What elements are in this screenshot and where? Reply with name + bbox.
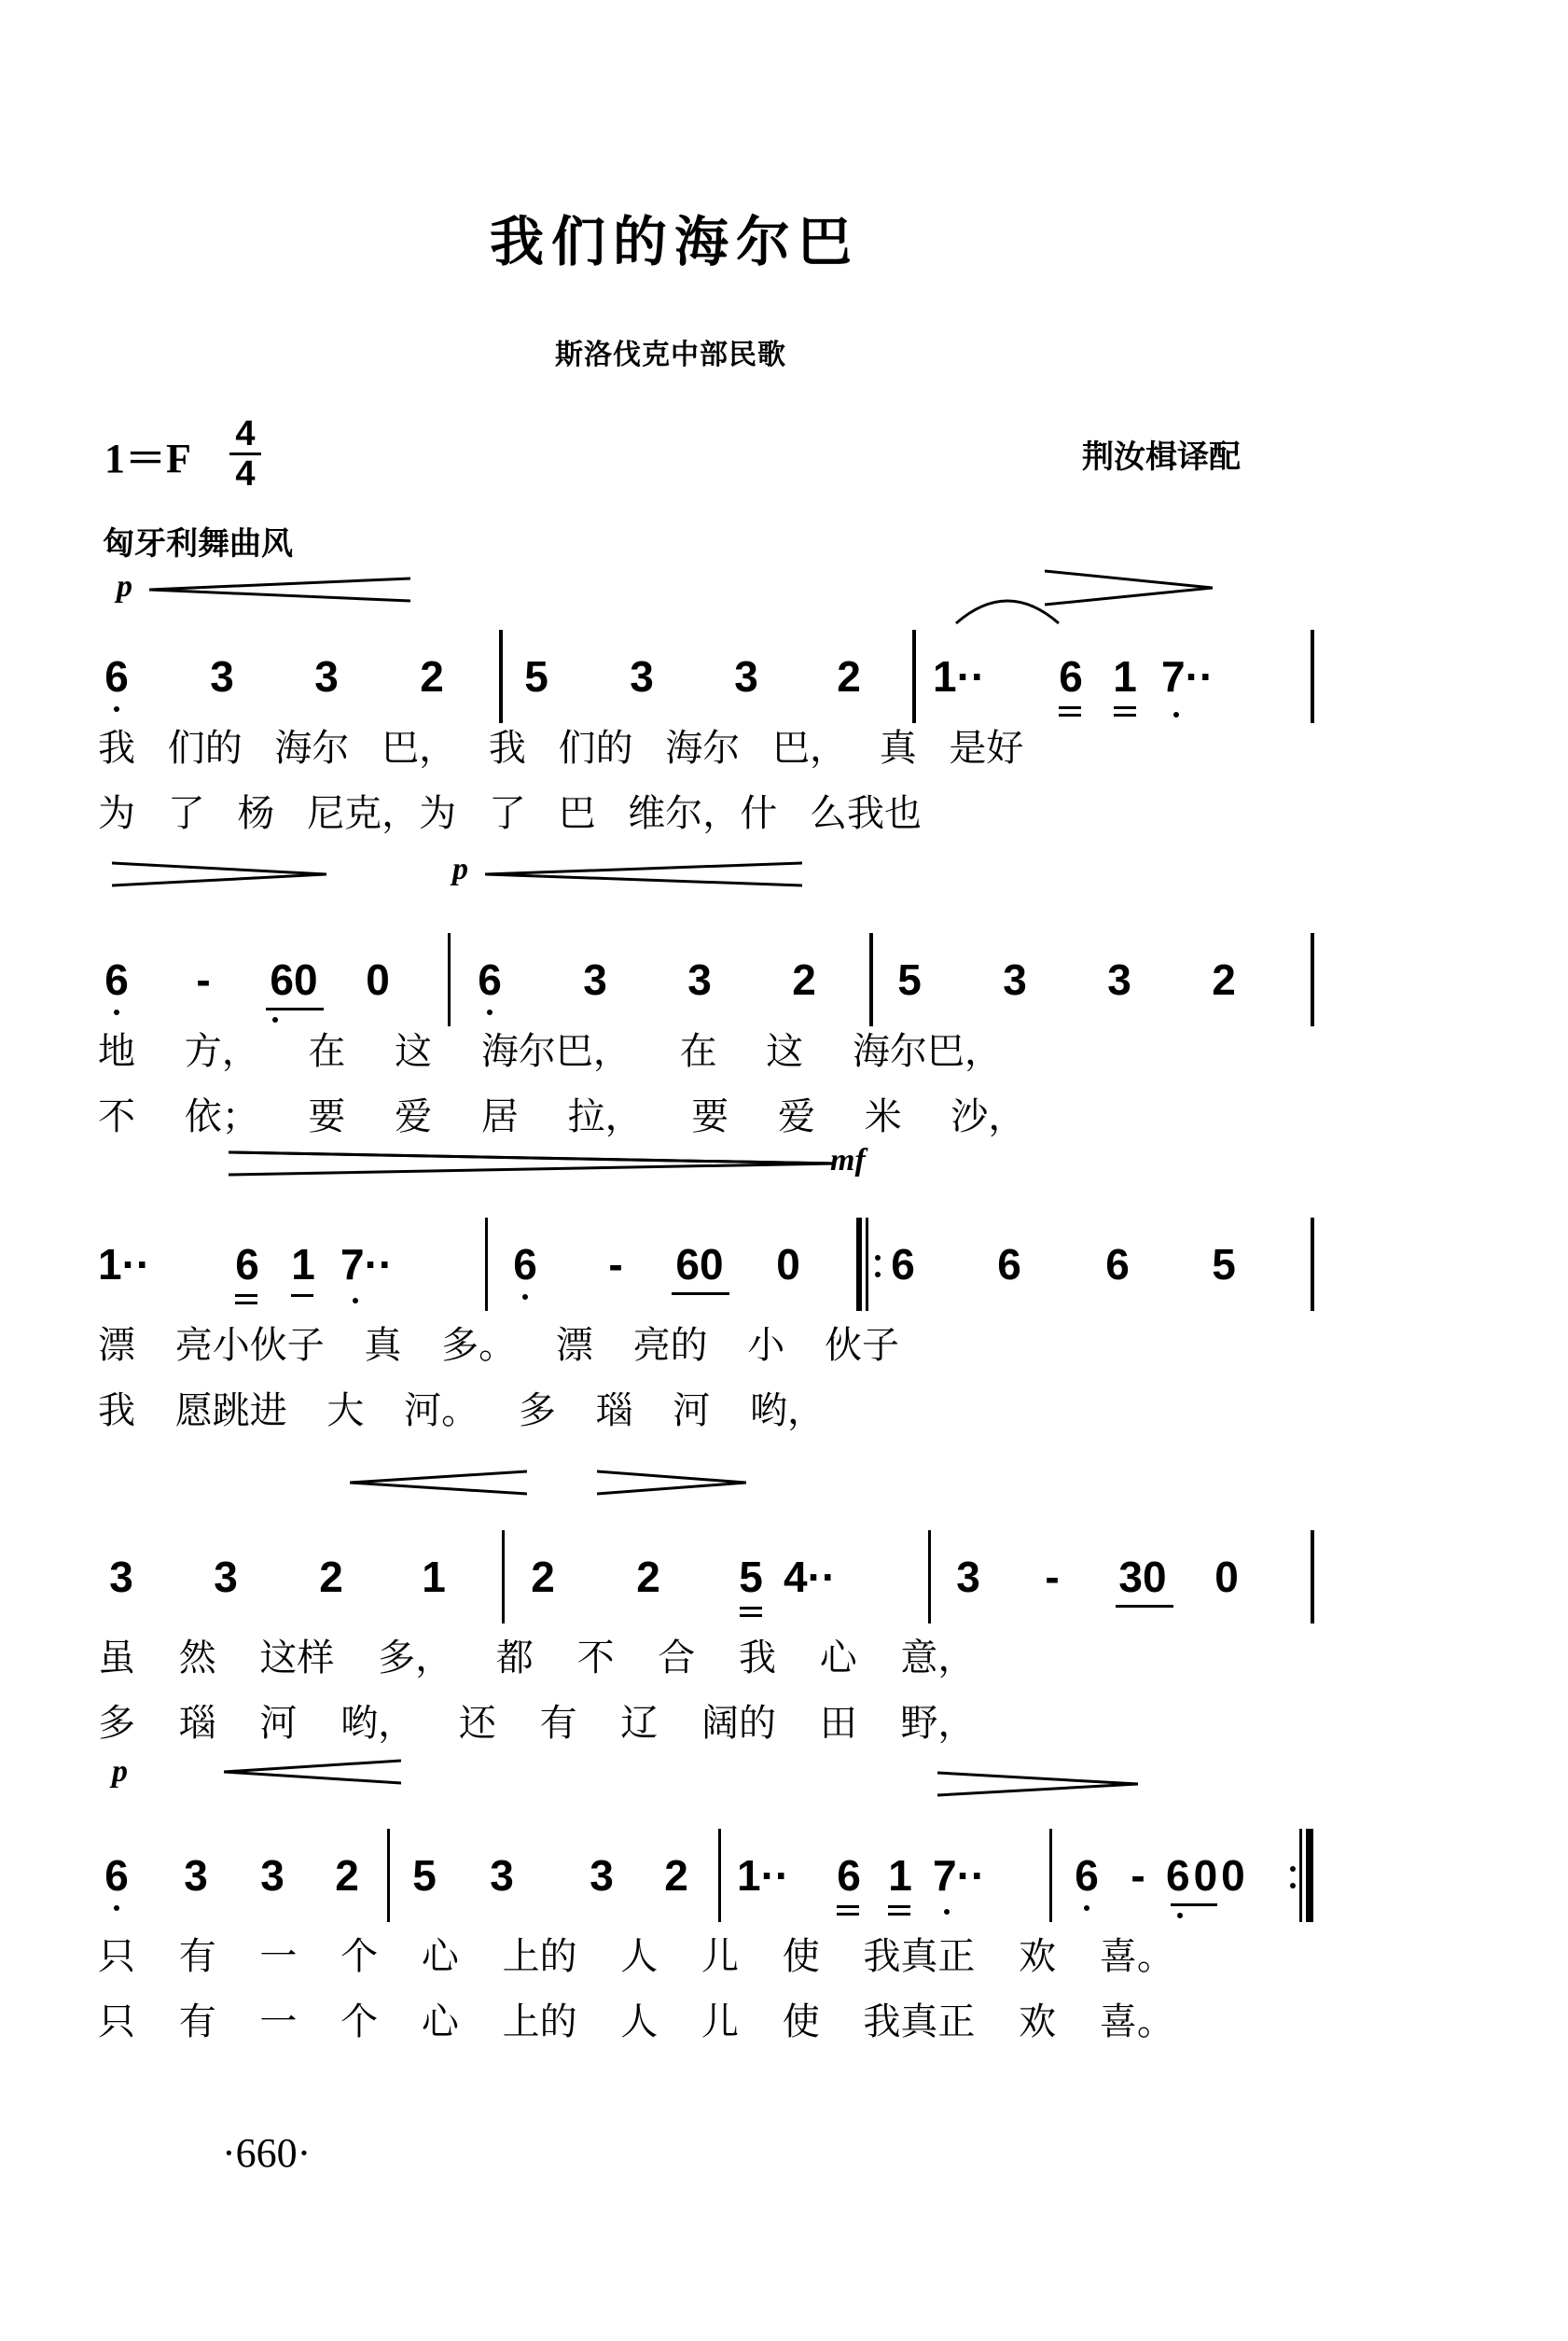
note: 3: [210, 652, 234, 701]
barline: [928, 1530, 931, 1623]
underline: [888, 1913, 910, 1916]
low-octave-dot: [353, 1298, 358, 1303]
note: 3: [260, 1851, 284, 1900]
note: 5: [739, 1553, 763, 1601]
note: 6: [235, 1240, 259, 1289]
dynamic-marking: p: [117, 569, 132, 604]
underline: [1116, 1605, 1173, 1608]
lyric-verse-2: 多 瑙 河 哟， 还 有 辽 阔的 田 野，: [98, 1702, 976, 1745]
low-octave-dot: [1084, 1905, 1089, 1911]
note: 2: [792, 955, 816, 1004]
note: 2: [420, 652, 444, 701]
underline: [672, 1292, 729, 1295]
note: 600: [1166, 1851, 1249, 1900]
repeat-dot: [875, 1272, 881, 1277]
note: 2: [335, 1851, 359, 1900]
note: 30: [1118, 1553, 1167, 1601]
repeat-end-barline: [1299, 1829, 1302, 1922]
note: 3: [687, 955, 712, 1004]
note: 6: [104, 955, 129, 1004]
underline: [1114, 714, 1136, 717]
note: 1: [291, 1240, 315, 1289]
note: 6: [1059, 652, 1083, 701]
repeat-dot: [875, 1255, 881, 1261]
note: 2: [531, 1553, 555, 1601]
lyric-verse-2: 为 了 杨 尼克，为 了 巴 维尔，什 么我也: [98, 792, 923, 835]
note: -: [608, 1240, 623, 1289]
lyric-verse-2: 不 依； 要 爱 居 拉， 要 爱 米 沙，: [98, 1095, 1026, 1138]
note: 5: [897, 955, 922, 1004]
barline: [1311, 1530, 1314, 1623]
note: 6: [891, 1240, 915, 1289]
note: 3: [734, 652, 758, 701]
note: 1··: [98, 1240, 151, 1289]
note: 1: [422, 1553, 446, 1601]
barline: [718, 1829, 721, 1922]
time-signature: [229, 415, 261, 493]
note: 3: [214, 1553, 238, 1601]
lyric-verse-1: 只 有 一 个 心 上的 人 儿 使 我真正 欢 喜。: [98, 1935, 1174, 1978]
slur-icon: [951, 588, 1063, 625]
time-numerator: 4: [229, 415, 261, 455]
barline: [1311, 933, 1314, 1026]
note: 2: [837, 652, 861, 701]
note: 2: [319, 1553, 343, 1601]
note: 3: [109, 1553, 133, 1601]
note: 6: [837, 1851, 861, 1900]
note: 7··: [933, 1851, 986, 1900]
underline: [1059, 706, 1081, 709]
note: 1··: [933, 652, 986, 701]
decrescendo-hairpin: [112, 861, 326, 889]
note: 4··: [784, 1553, 837, 1601]
note: 7··: [1161, 652, 1214, 701]
note: 5: [412, 1851, 437, 1900]
note: 2: [636, 1553, 660, 1601]
note: 0: [366, 955, 390, 1004]
note: 5: [1212, 1240, 1236, 1289]
note: 6: [104, 1851, 129, 1900]
note: 3: [184, 1851, 208, 1900]
note: -: [1131, 1851, 1145, 1900]
underline: [740, 1607, 762, 1609]
song-title: 我们的海尔巴: [490, 210, 860, 273]
note: 1··: [737, 1851, 790, 1900]
lyric-verse-1: 地 方， 在 这 海尔巴， 在 这 海尔巴，: [98, 1030, 1003, 1073]
note: 6: [1075, 1851, 1099, 1900]
note: 3: [630, 652, 654, 701]
decrescendo-hairpin: [937, 1771, 1138, 1799]
barline: [912, 630, 916, 723]
barline: [499, 630, 503, 723]
lyric-verse-1: 漂 亮小伙子 真 多。 漂 亮的 小 伙子: [98, 1324, 900, 1367]
crescendo-hairpin: [350, 1470, 527, 1498]
low-octave-dot: [1177, 1913, 1183, 1918]
note: 3: [1107, 955, 1131, 1004]
decrescendo-hairpin: [1045, 569, 1213, 606]
double-barline: [856, 1218, 862, 1311]
underline: [1114, 706, 1136, 709]
low-octave-dot: [114, 1010, 119, 1015]
note: 6: [478, 955, 502, 1004]
note: 6: [1105, 1240, 1130, 1289]
crescendo-hairpin: [149, 577, 410, 605]
underline: [235, 1302, 257, 1304]
note: 5: [524, 652, 548, 701]
note: -: [1045, 1553, 1060, 1601]
crescendo-hairpin: [485, 861, 802, 889]
low-octave-dot: [114, 706, 119, 712]
barline: [1311, 1218, 1314, 1311]
note: 1: [1113, 652, 1137, 701]
underline: [888, 1905, 910, 1908]
style-marking: 匈牙利舞曲风: [103, 525, 293, 563]
note: 6: [513, 1240, 537, 1289]
note: -: [196, 955, 211, 1004]
decrescendo-hairpin: [597, 1470, 746, 1498]
note: 60: [675, 1240, 724, 1289]
key-signature: 1＝F: [104, 436, 191, 481]
note: 3: [583, 955, 607, 1004]
crescendo-hairpin: [229, 1150, 835, 1178]
barline: [448, 933, 451, 1026]
note: 1: [888, 1851, 912, 1900]
note: 6: [104, 652, 129, 701]
dynamic-marking: mf: [830, 1143, 866, 1177]
note: 3: [314, 652, 339, 701]
low-octave-dot: [944, 1909, 950, 1915]
underline: [266, 1008, 324, 1010]
note: 0: [1214, 1553, 1239, 1601]
arranger-credit: 荆汝楫译配: [1082, 439, 1241, 476]
low-octave-dot: [487, 1010, 493, 1015]
note: 3: [590, 1851, 614, 1900]
underline: [1059, 714, 1081, 717]
note: 3: [956, 1553, 980, 1601]
time-denominator: 4: [235, 454, 256, 494]
underline: [837, 1905, 859, 1908]
lyric-verse-1: 我 们的 海尔 巴， 我 们的 海尔 巴， 真 是好: [98, 727, 1024, 770]
note: 3: [1003, 955, 1027, 1004]
barline: [1311, 630, 1314, 723]
dynamic-marking: p: [452, 852, 468, 886]
note: 7··: [340, 1240, 394, 1289]
underline: [740, 1614, 762, 1617]
low-octave-dot: [522, 1294, 528, 1300]
lyric-verse-1: 虽 然 这样 多， 都 不 合 我 心 意，: [98, 1637, 976, 1679]
note: 0: [776, 1240, 800, 1289]
song-origin: 斯洛伐克中部民歌: [555, 339, 786, 371]
underline: [1171, 1903, 1217, 1906]
note: 6: [997, 1240, 1021, 1289]
note: 60: [270, 955, 318, 1004]
repeat-end-barline: [1306, 1829, 1313, 1922]
repeat-dot: [1290, 1866, 1296, 1872]
page-number: ·660·: [222, 2130, 312, 2176]
dynamic-marking: p: [112, 1754, 128, 1789]
low-octave-dot: [1173, 712, 1179, 718]
barline: [869, 933, 873, 1026]
crescendo-hairpin: [224, 1759, 401, 1787]
lyric-verse-2: 只 有 一 个 心 上的 人 儿 使 我真正 欢 喜。: [98, 2000, 1174, 2043]
lyric-verse-2: 我 愿跳进 大 河。 多 瑙 河 哟，: [98, 1389, 826, 1432]
note: 2: [664, 1851, 688, 1900]
underline: [837, 1913, 859, 1916]
double-barline: [866, 1218, 868, 1311]
barline: [1049, 1829, 1052, 1922]
barline: [387, 1829, 390, 1922]
low-octave-dot: [114, 1905, 119, 1911]
note: 3: [490, 1851, 514, 1900]
barline: [485, 1218, 488, 1311]
repeat-dot: [1290, 1883, 1296, 1888]
underline: [291, 1294, 313, 1297]
underline: [235, 1294, 257, 1297]
note: 2: [1212, 955, 1236, 1004]
barline: [502, 1530, 505, 1623]
